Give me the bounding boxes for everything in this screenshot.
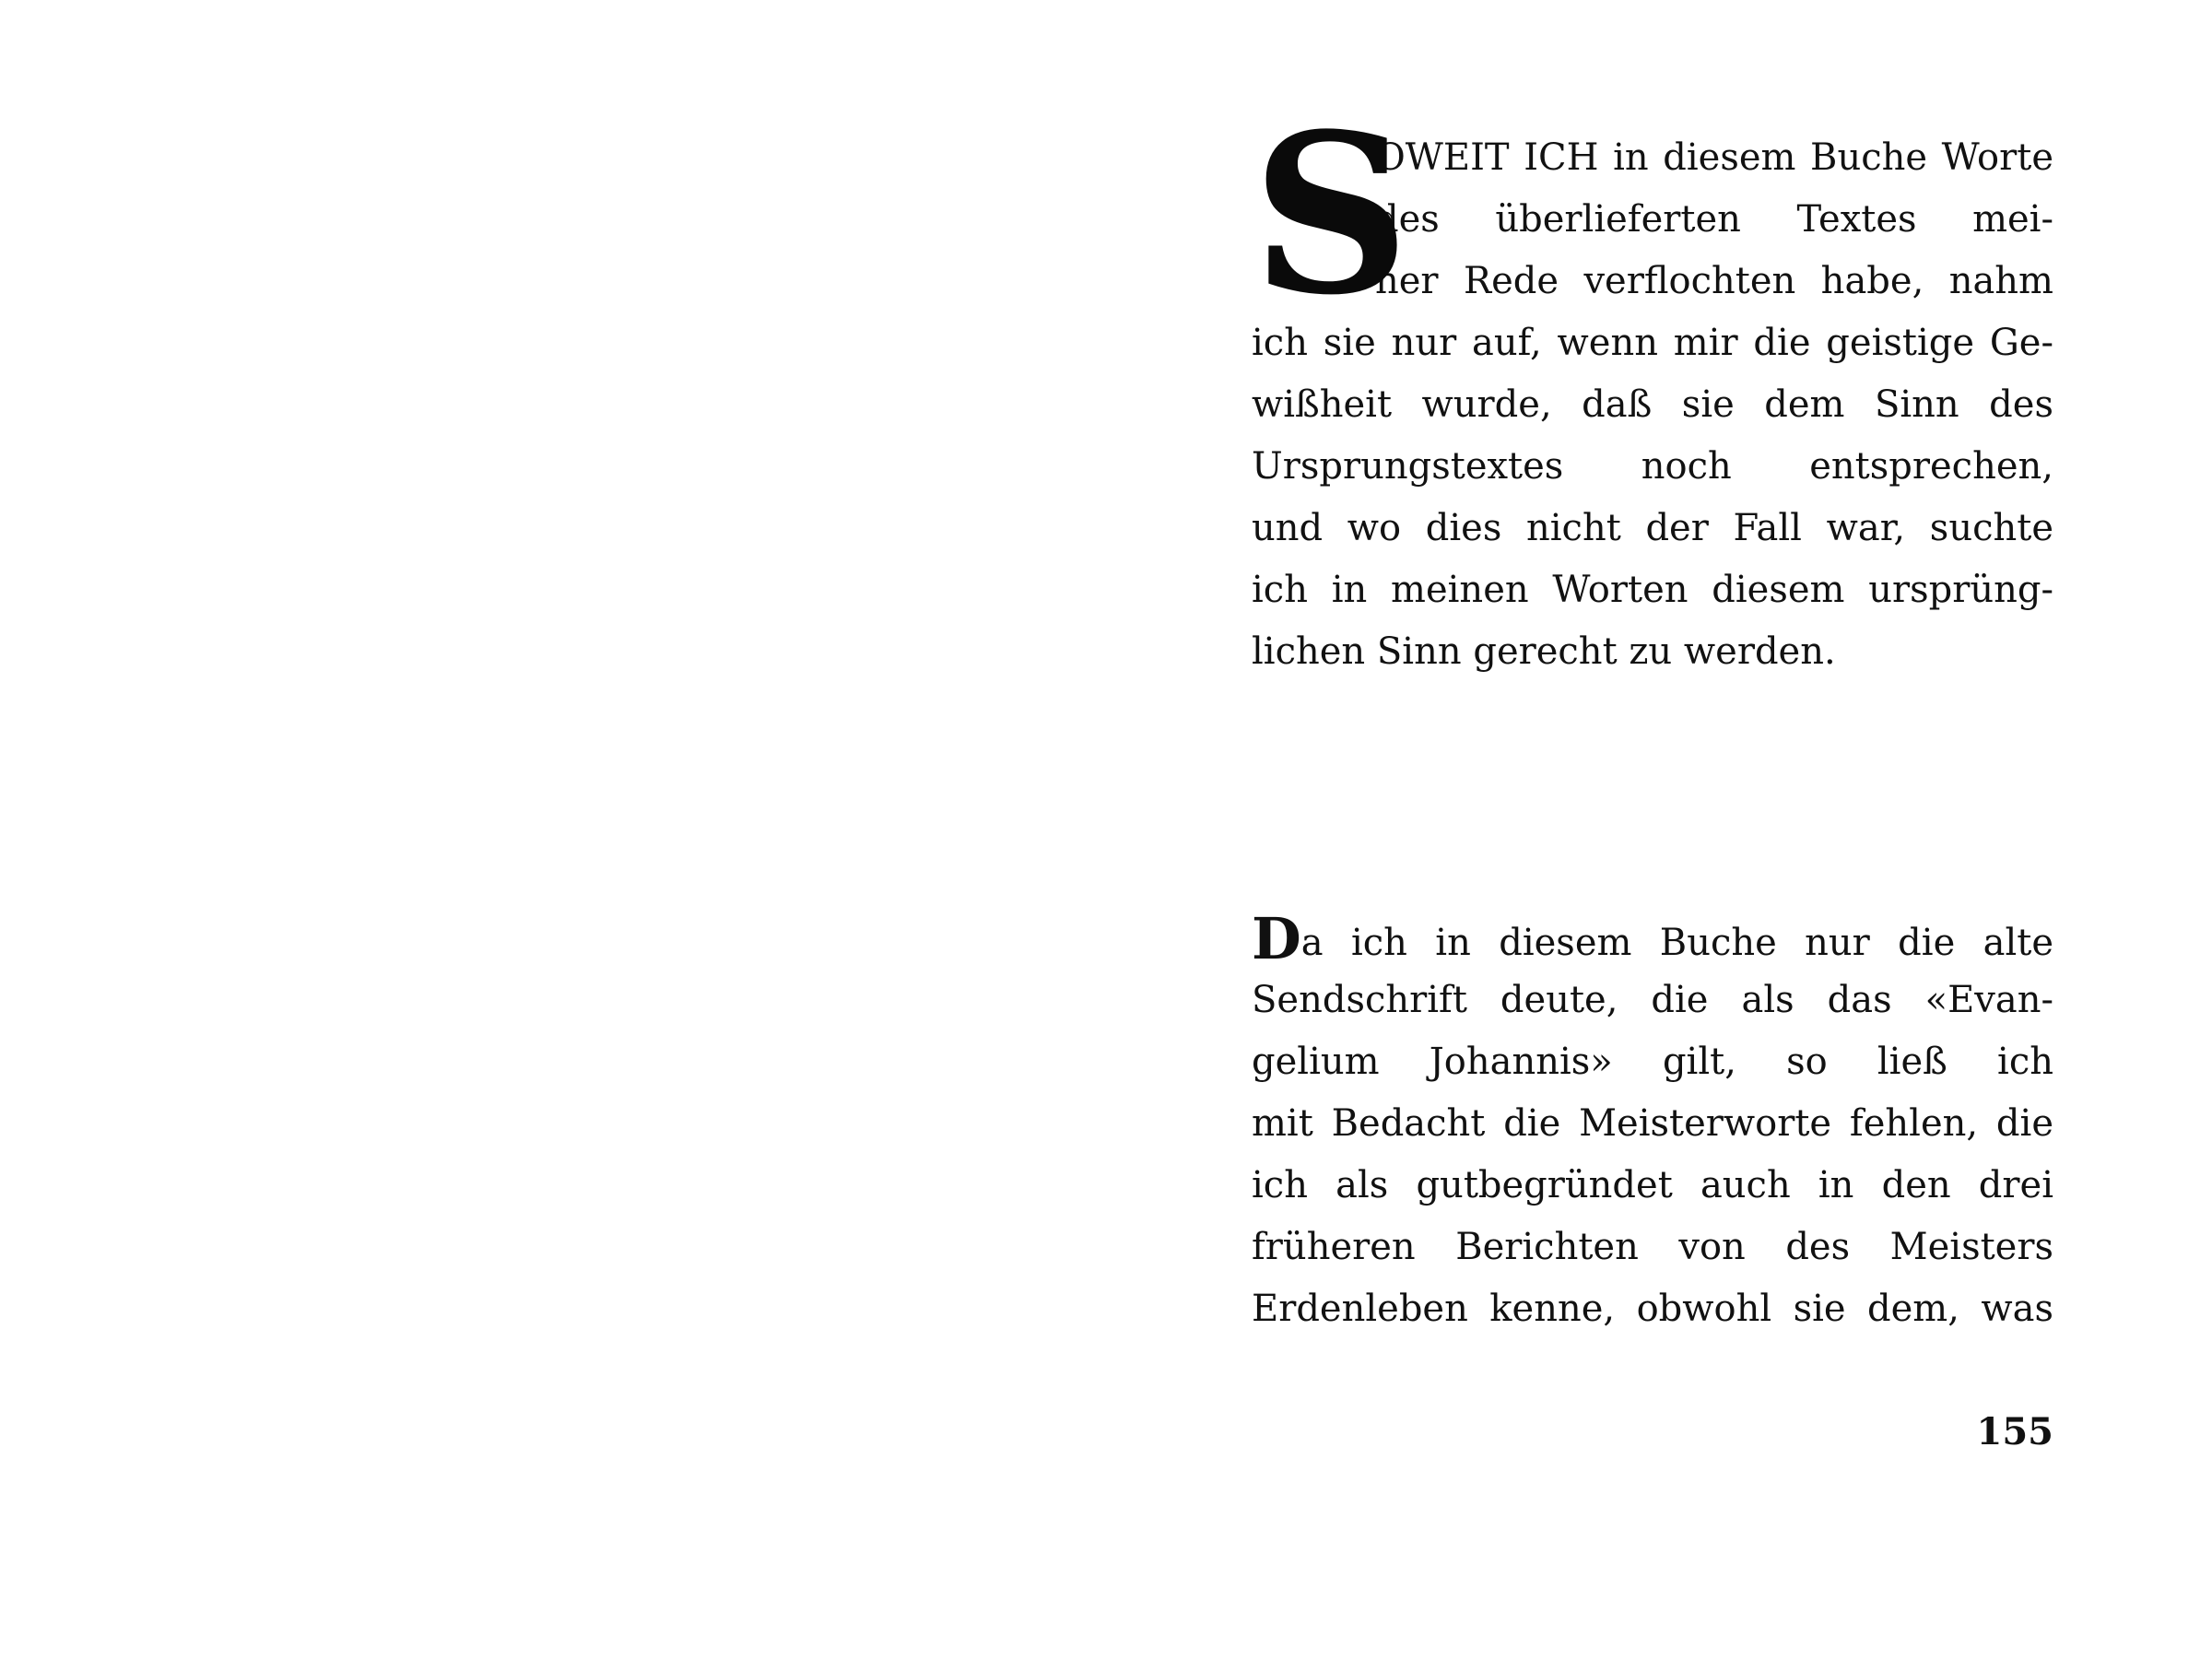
text-line: mit Bedacht die Meisterworte fehlen, die [1252,1102,2053,1145]
book-page [1252,0,2053,1659]
text-line: früheren Berichten von des Meisters [1252,1226,2053,1268]
text-line: lichen Sinn gerecht zu werden. [1252,630,1836,673]
text-line: ich in meinen Worten diesem ursprüng- [1252,569,2053,611]
paragraph-2 [1252,905,2053,1340]
text-line: OWEIT ICH in diesem Buche Worte [1375,136,2053,179]
text-line-first [1252,905,2053,972]
page-number: 155 [1976,1410,2053,1453]
text-line: Ursprungstextes noch entsprechen, [1252,445,2053,488]
initial-letter: D [1252,905,1301,972]
drop-cap-initial: S [1252,87,1410,344]
text-line: ich sie nur auf, wenn mir die geistige Ge- [1252,322,2053,364]
text-line: ner Rede verflochten habe, nahm [1375,260,2053,302]
text-line: und wo dies nicht der Fall war, suchte [1252,507,2053,549]
text-line: ich als gutbegründet auch in den drei [1252,1164,2053,1206]
text-line: Sendschrift deute, die als das «Evan- [1252,979,2053,1021]
paragraph-1 [1252,87,2053,683]
text-line: des überlieferten Textes mei- [1375,198,2053,241]
text-line: gelium Johannis» gilt, so ließ ich [1252,1041,2053,1083]
text-line: Erdenleben kenne, obwohl sie dem, was [1252,1288,2053,1330]
first-line-text: a ich in diesem Buche nur die alte [1300,922,2053,964]
text-line: wißheit wurde, daß sie dem Sinn des [1252,383,2053,426]
